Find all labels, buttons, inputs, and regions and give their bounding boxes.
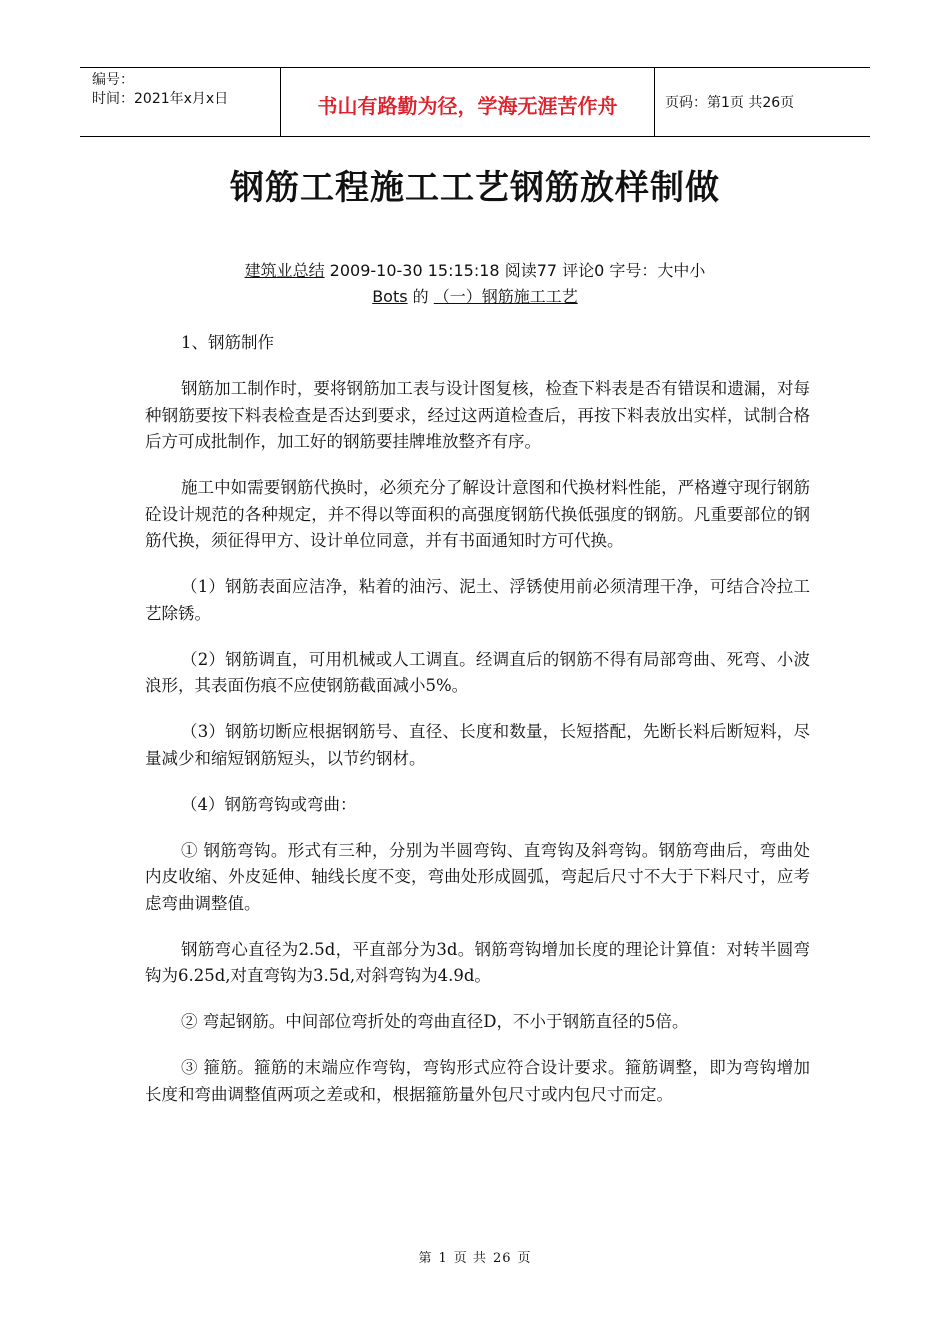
header-page-label: 页码：第1页 共26页 xyxy=(665,95,795,111)
paragraph: ② 弯起钢筋。中间部位弯折处的弯曲直径D，不小于钢筋直径的5倍。 xyxy=(181,1012,689,1031)
footer-page-number: 1 xyxy=(438,1251,448,1266)
bots-link[interactable]: Bots xyxy=(372,287,408,306)
page-footer xyxy=(0,1247,950,1266)
paragraph: ① 钢筋弯钩。形式有三种，分别为半圆弯钩、直弯钩及斜弯钩。钢筋弯曲后，弯曲处内皮收缩、外皮延伸、轴线长度不变，弯曲处形成圆弧，弯起后尺寸不大于下料尺寸，应考虑弯曲调整值。 xyxy=(145,840,810,913)
paragraph: 钢筋加工制作时，要将钢筋加工表与设计图复核，检查下料表是否有错误和遗漏，对每种钢筋要按下料表检查是否达到要求，经过这两道检查后，再按下料表放出实样，试制合格后方可成批制作，加工好的钢筋要挂牌堆放整齐有序。 xyxy=(145,379,810,451)
paragraph: 1、钢筋制作 xyxy=(181,333,274,352)
meta-of: 的 xyxy=(407,287,434,306)
meta-info: 2009-10-30 15:15:18 阅读77 评论0 字号：大中小 xyxy=(324,261,706,280)
paragraph: （3）钢筋切断应根据钢筋号、直径、长度和数量，长短搭配，先断长料后断短料，尽量减少和缩短钢筋短头，以节约钢材。 xyxy=(145,722,810,768)
paragraph: 施工中如需要钢筋代换时，必须充分了解设计意图和代换材料性能，严格遵守现行钢筋砼设计规范的各种规定，并不得以等面积的高强度钢筋代换低强度的钢筋。凡重要部位的钢筋代换，须征得甲方、设计单位同意，并有书面通知时方可代换。 xyxy=(145,478,810,550)
footer-middle: 页 共 xyxy=(453,1251,487,1266)
meta-line-2 xyxy=(0,285,950,309)
author-link[interactable]: 建筑业总结 xyxy=(244,261,325,280)
time-label: 时间：2021年x月x日 xyxy=(92,91,229,107)
paragraph: （1）钢筋表面应洁净，粘着的油污、泥土、浮锈使用前必须清理干净，可结合冷拉工艺除锈。 xyxy=(145,577,810,623)
footer-prefix: 第 xyxy=(418,1251,433,1266)
header-table xyxy=(80,67,870,137)
footer-total-pages: 26 xyxy=(492,1251,512,1266)
paragraph: （4）钢筋弯钩或弯曲： xyxy=(181,794,357,814)
document-body xyxy=(145,330,810,1128)
number-label: 编号： xyxy=(92,72,134,88)
paragraph: ③ 箍筋。箍筋的末端应作弯钩，弯钩形式应符合设计要求。箍筋调整，即为弯钩增加长度和弯曲调整值两项之差或和，根据箍筋量外包尺寸或内包尺寸而定。 xyxy=(145,1058,810,1104)
header-motto: 书山有路勤为径，学海无涯苦作舟 xyxy=(281,68,655,136)
document-title: 钢筋工程施工工艺钢筋放样制做 xyxy=(230,168,720,208)
paragraph: 钢筋弯心直径为2.5d，平直部分为3d。钢筋弯钩增加长度的理论计算值：对转半圆弯钩为6.25d,对直弯钩为3.5d,对斜弯钩为4.9d。 xyxy=(145,939,810,985)
category-link[interactable]: （一）钢筋施工工艺 xyxy=(433,287,578,306)
header-left-cell xyxy=(80,68,281,136)
paragraph: （2）钢筋调直，可用机械或人工调直。经调直后的钢筋不得有局部弯曲、死弯、小波浪形，其表面伤痕不应使钢筋截面减小5%。 xyxy=(145,649,810,695)
footer-suffix: 页 xyxy=(517,1251,532,1266)
meta-line-1 xyxy=(0,259,950,283)
